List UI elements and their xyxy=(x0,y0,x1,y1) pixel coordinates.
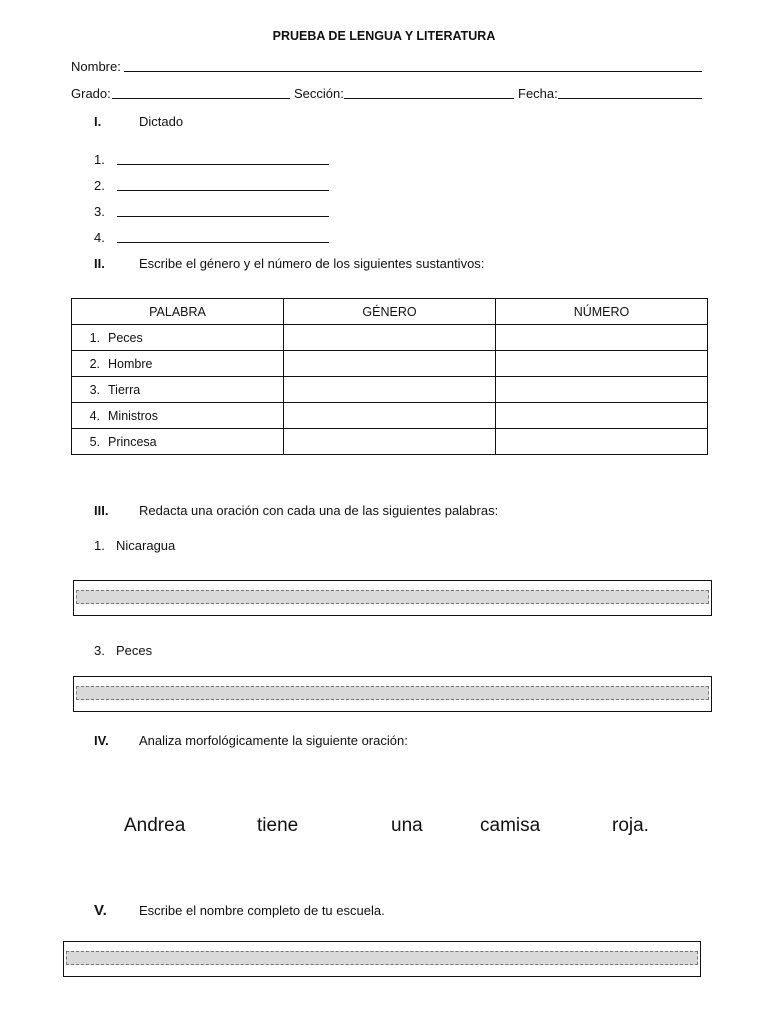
sentence-item-word: Nicaragua xyxy=(116,538,176,553)
table-row xyxy=(72,377,708,403)
word-cell xyxy=(72,377,284,403)
dictation-item-number: 2. xyxy=(94,178,105,193)
answer-line xyxy=(76,590,709,604)
answer-line xyxy=(76,686,709,700)
table-row xyxy=(72,429,708,455)
sentence-word: camisa xyxy=(480,815,541,836)
column-header-genero: GÉNERO xyxy=(284,299,496,325)
grade-label: Grado: xyxy=(71,86,111,101)
part4-numeral: IV. xyxy=(94,733,109,748)
gender-cell[interactable] xyxy=(284,351,496,377)
dictation-line-1[interactable] xyxy=(117,152,329,165)
name-label: Nombre: xyxy=(71,59,121,74)
sentence-item-number: 3. xyxy=(94,643,105,658)
table-row xyxy=(72,403,708,429)
dictation-item-number: 4. xyxy=(94,230,105,245)
part3-numeral: III. xyxy=(94,503,109,518)
gender-cell[interactable] xyxy=(284,429,496,455)
number-cell[interactable] xyxy=(496,351,708,377)
sentence-item-word: Peces xyxy=(116,643,153,658)
document-title: PRUEBA DE LENGUA Y LITERATURA xyxy=(272,29,496,43)
table-row xyxy=(72,351,708,377)
word-text: Princesa xyxy=(108,434,157,449)
part4-instruction: Analiza morfológicamente la siguiente oración: xyxy=(139,733,408,748)
sentence-word: Andrea xyxy=(124,815,186,836)
gender-cell[interactable] xyxy=(284,325,496,351)
number-cell[interactable] xyxy=(496,377,708,403)
part2-numeral: II. xyxy=(94,256,105,271)
gender-cell[interactable] xyxy=(284,377,496,403)
date-label: Fecha: xyxy=(518,86,558,101)
number-cell[interactable] xyxy=(496,325,708,351)
sentence-answer-box-1[interactable] xyxy=(73,580,712,616)
row-number: 2. xyxy=(89,356,100,371)
word-cell xyxy=(72,325,284,351)
dictation-line-3[interactable] xyxy=(117,204,329,217)
number-cell[interactable] xyxy=(496,429,708,455)
row-number: 5. xyxy=(89,434,100,449)
gender-cell[interactable] xyxy=(284,403,496,429)
nouns-table xyxy=(71,298,708,455)
dictation-line-4[interactable] xyxy=(117,230,329,243)
word-text: Ministros xyxy=(108,408,159,423)
section-label: Sección: xyxy=(294,86,344,101)
dictation-item-number: 3. xyxy=(94,204,105,219)
part5-numeral: V. xyxy=(94,902,107,919)
word-text: Hombre xyxy=(108,356,153,371)
table-row xyxy=(72,325,708,351)
section-field[interactable] xyxy=(344,86,514,99)
grade-field[interactable] xyxy=(112,86,290,99)
sentence-word: tiene xyxy=(257,815,299,836)
date-field[interactable] xyxy=(558,86,702,99)
name-field[interactable] xyxy=(124,59,702,72)
sentence-answer-box-2[interactable] xyxy=(73,676,712,712)
word-cell xyxy=(72,351,284,377)
dictation-item-number: 1. xyxy=(94,152,105,167)
part3-instruction: Redacta una oración con cada una de las siguientes palabras: xyxy=(139,503,499,518)
word-text: Peces xyxy=(108,330,143,345)
part2-instruction: Escribe el género y el número de los siguientes sustantivos: xyxy=(139,256,485,271)
row-number: 1. xyxy=(89,330,100,345)
column-header-palabra: PALABRA xyxy=(72,299,284,325)
row-number: 4. xyxy=(89,408,100,423)
school-answer-box[interactable] xyxy=(63,941,701,977)
answer-line xyxy=(66,951,698,965)
word-text: Tierra xyxy=(108,382,141,397)
word-cell xyxy=(72,403,284,429)
part1-numeral: I. xyxy=(94,114,102,129)
dictation-line-2[interactable] xyxy=(117,178,329,191)
sentence-word: una xyxy=(391,815,423,836)
sentence-item-number: 1. xyxy=(94,538,105,553)
part5-instruction: Escribe el nombre completo de tu escuela. xyxy=(139,903,385,918)
sentence-word: roja. xyxy=(612,815,649,836)
row-number: 3. xyxy=(89,382,100,397)
word-cell xyxy=(72,429,284,455)
column-header-numero: NÚMERO xyxy=(496,299,708,325)
number-cell[interactable] xyxy=(496,403,708,429)
table-header-row xyxy=(72,299,708,325)
part1-instruction: Dictado xyxy=(139,114,184,129)
